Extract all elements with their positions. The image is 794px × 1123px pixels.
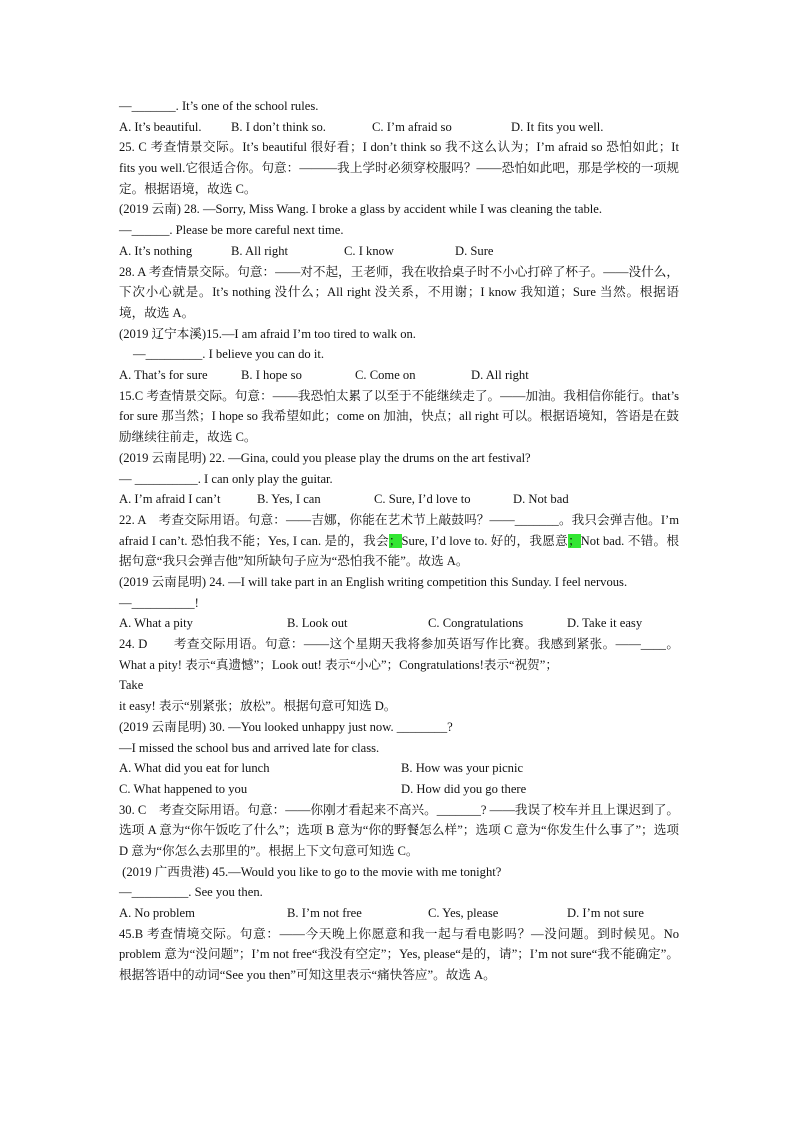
- explanation-text: Not bad. 不错。根据句意“我只会弹吉他”知所缺句子应为“恐怕我不能”。故选 A。: [119, 533, 679, 569]
- highlight-mark: ；: [568, 533, 581, 548]
- option-c: C. What happened to you: [119, 781, 248, 796]
- option-a: A. It’s nothing: [119, 243, 193, 258]
- option-d: D. Take it easy: [567, 616, 643, 631]
- option-d: D. It fits you well.: [511, 119, 604, 134]
- option-a: A. No problem: [119, 906, 195, 921]
- answer-line: —______. Please be more careful next time.: [119, 223, 344, 238]
- option-d: D. How did you go there: [401, 781, 527, 796]
- option-a: A. What did you eat for lunch: [119, 761, 270, 776]
- option-a: A. I’m afraid I can’t: [119, 492, 221, 507]
- explanation: 24. D 考查交际用语。句意：——这个星期天我将参加英语写作比赛。我感到紧张。——____。What a pity! 表示“真遗憾”；Look out! 表示“小心”；Congratulations!表示“祝贺”；: [119, 637, 679, 672]
- option-c: C. Come on: [355, 368, 416, 383]
- option-c: C. Yes, please: [428, 906, 499, 921]
- option-c: C. I’m afraid so: [372, 119, 452, 134]
- options-row: [119, 489, 679, 510]
- answer-line: —__________!: [119, 595, 199, 610]
- option-c: C. Sure, I’d love to: [374, 492, 471, 507]
- option-b: B. I hope so: [241, 368, 302, 383]
- options-row: [119, 779, 679, 800]
- answer-line: —I missed the school bus and arrived late for class.: [119, 740, 380, 755]
- option-d: D. I’m not sure: [567, 906, 644, 921]
- explanation: 30. C 考查交际用语。句意：——你刚才看起来不高兴。_______? ——我误了校车并且上课迟到了。选项 A 意为“你午饭吃了什么”；选项 B 意为“你的野餐怎么样”；选项 C 意为“你发生什么事了”；选项 D 意为“你怎么去那里的”。根据上下文句意可知选 C。: [119, 802, 679, 859]
- option-b: B. Look out: [287, 616, 348, 631]
- option-a: A. What a pity: [119, 616, 193, 631]
- explanation: 15.C 考查情景交际。句意：——我恐怕太累了以至于不能继续走了。——加油。我相信你能行。that’s for sure 那当然；I hope so 我希望如此；come on 加油，快点；all right 可以。根据语境知，答语是在鼓励继续往前走，故选 C。: [119, 388, 679, 445]
- answer-line: —_______. It’s one of the school rules.: [119, 99, 319, 113]
- explanation: [119, 510, 679, 572]
- question-line: (2019 广西贵港) 45.—Would you like to go to the movie with me tonight?: [119, 864, 502, 879]
- option-b: B. I’m not free: [287, 906, 362, 921]
- options-row: [119, 613, 679, 634]
- explanation: 45.B 考查情境交际。句意：——今天晚上你愿意和我一起与看电影吗？—没问题。到时候见。No problem 意为“没问题”；I’m not free“我没有空定”；Yes, please“是的，请”；I’m not sure“我不能确定”。根据答语中的动词“See you then”可知这里表示“痛快答应”。故选 A。: [119, 926, 679, 983]
- option-c: C. I know: [344, 243, 395, 258]
- options-row: [119, 365, 679, 386]
- options-row: [119, 903, 679, 924]
- question-line: (2019 云南昆明) 30. —You looked unhappy just now. ________?: [119, 719, 453, 734]
- explanation-text: 22. A 考查交际用语。句意：——吉娜，你能在艺术节上敲鼓吗？——_______。我只会弹吉他。I’m afraid I can’t. 恐怕我不能: [119, 512, 679, 548]
- option-d: D. Sure: [455, 243, 494, 258]
- option-d: D. Not bad: [513, 492, 569, 507]
- explanation: it easy! 表示“别紧张；放松”。根据句意可知选 D。: [119, 699, 397, 714]
- options-row: [119, 117, 679, 138]
- explanation: 25. C 考查情景交际。It’s beautiful 很好看；I don’t think so 我不这么认为；I’m afraid so 恐怕如此；It fits you well.它很适合你。句意：———我上学时必须穿校服吗？——恐怕如此吧，那是学校的一项规定。根据语境，故选 C。: [119, 140, 679, 196]
- question-line: (2019 辽宁本溪)15.—I am afraid I’m too tired to walk on.: [119, 326, 416, 341]
- question-line: (2019 云南昆明) 22. —Gina, could you please play the drums on the art festival?: [119, 450, 531, 465]
- question-line: (2019 云南昆明) 24. —I will take part in an English writing competition this Sunday. I feel nervous.: [119, 575, 628, 589]
- options-row: [119, 241, 679, 262]
- explanation: Take: [119, 678, 144, 693]
- document-body: [119, 96, 679, 986]
- option-b: B. All right: [231, 243, 289, 258]
- option-a: A. That’s for sure: [119, 368, 208, 383]
- options-row: [119, 758, 679, 779]
- explanation-text: Sure, I’d love to. 好的，我愿意: [401, 533, 569, 548]
- option-d: D. All right: [471, 368, 529, 383]
- highlight-mark: ；: [388, 533, 402, 548]
- question-line: (2019 云南) 28. —Sorry, Miss Wang. I broke a glass by accident while I was cleaning the table.: [119, 202, 603, 217]
- option-b: B. How was your picnic: [401, 761, 524, 776]
- answer-line: —_________. I believe you can do it.: [133, 347, 324, 362]
- answer-line: —_________. See you then.: [119, 885, 263, 900]
- option-a: A. It’s beautiful.: [119, 119, 202, 134]
- answer-line: — __________. I can only play the guitar.: [119, 471, 333, 486]
- option-c: C. Congratulations: [428, 616, 524, 631]
- explanation: 28. A 考查情景交际。句意：——对不起，王老师，我在收拾桌子时不小心打碎了杯子。——没什么，下次小心就是。It’s nothing 没什么；All right 没关系，不用谢；I know 我知道；Sure 当然。根据语境，故选 A。: [119, 264, 679, 320]
- explanation-text: ；Yes, I can. 是的，我会: [255, 533, 389, 548]
- option-b: B. I don’t think so.: [231, 119, 326, 134]
- option-b: B. Yes, I can: [257, 492, 321, 507]
